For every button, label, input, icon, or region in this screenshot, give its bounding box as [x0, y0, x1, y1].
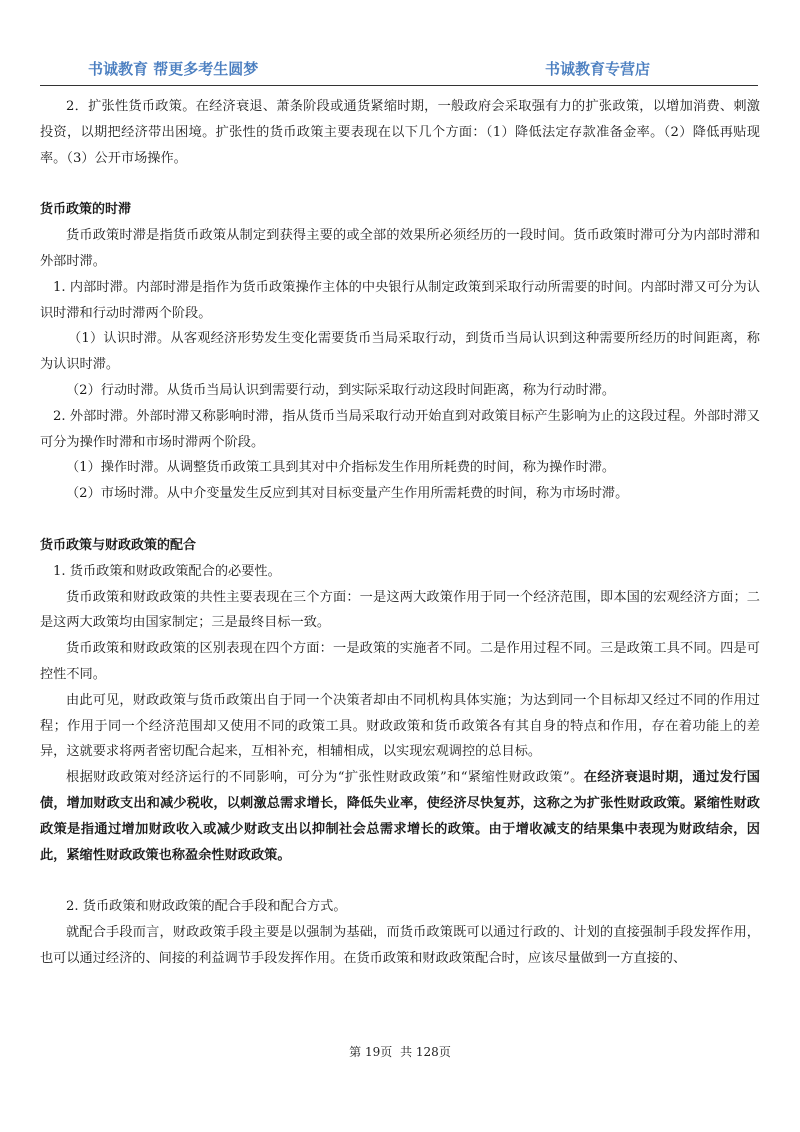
header-right-text: 书诚教育专营店: [544, 60, 650, 78]
paragraph: 1. 内部时滞。内部时滞是指作为货币政策操作主体的中央银行从制定政策到采取行动所需要的时间。内部时滞又可分为认识时滞和行动时滞两个阶段。: [40, 279, 760, 321]
header-divider: [40, 85, 758, 86]
page-header: [88, 56, 650, 84]
page-footer: [0, 1043, 800, 1060]
paragraph: （2）行动时滞。从货币当局认识到需要行动，到实际采取行动这段时间距离，称为行动时滞。: [66, 382, 616, 398]
document-body: [40, 94, 760, 972]
paragraph: 货币政策时滞是指货币政策从制定到获得主要的或全部的效果所必须经历的一段时间。货币政策时滞可分为内部时滞和外部时滞。: [40, 228, 760, 269]
spacer: [40, 868, 760, 894]
section-title-policy-coordination: 货币政策与财政政策的配合: [40, 537, 197, 553]
paragraph-expansionary-policy: 2．扩张性货币政策。在经济衰退、萧条阶段或通货紧缩时期，一般政府会采取强有力的扩张政策，以增加消费、刺激投资，以期把经济带出困境。扩张性的货币政策主要表现在以下几个方面：（1）降低法定存款准备金率。（2）降低再贴现率。（3）公开市场操作。: [40, 99, 760, 166]
spacer: [40, 507, 760, 533]
paragraph: 1. 货币政策和财政政策配合的必要性。: [53, 563, 281, 579]
total-pages: 共 128页: [400, 1045, 451, 1059]
paragraph: 就配合手段而言，财政政策手段主要是以强制为基础，而货币政策既可以通过行政的、计划的直接强制手段发挥作用，也可以通过经济的、间接的利益调节手段发挥作用。在货币政策和财政政策配合时，应该尽量做到一方直接的、: [40, 925, 760, 966]
paragraph: （1）操作时滞。从调整货币政策工具到其对中介指标发生作用所耗费的时间，称为操作时滞。: [66, 460, 616, 476]
bold-emphasis-text: 在经济衰退时期，通过发行国债，增加财政支出和减少税收，以刺激总需求增长，降低失业率，使经济尽快复苏，这称之为扩张性财政政策。紧缩性财政政策是指通过增加财政收入或减少财政支出以抑制社会总需求增长的政策。由于增收减支的结果集中表现为财政结余，因此，紧缩性财政政策也称盈余性财政政策。: [40, 770, 760, 863]
section-title-time-lag: 货币政策的时滞: [40, 202, 132, 218]
paragraph: 2. 外部时滞。外部时滞又称影响时滞，指从货币当局采取行动开始直到对政策目标产生影响为止的这段过程。外部时滞又可分为操作时滞和市场时滞两个阶段。: [40, 408, 760, 450]
paragraph-text: 根据财政政策对经济运行的不同影响，可分为“扩张性财政政策”和“紧缩性财政政策”。: [66, 770, 584, 786]
page-number: 第 19页: [349, 1045, 393, 1059]
paragraph: [40, 765, 760, 868]
paragraph: 货币政策和财政政策的区别表现在四个方面：一是政策的实施者不同。二是作用过程不同。三是政策工具不同。四是可控性不同。: [40, 641, 760, 682]
spacer: [40, 171, 760, 197]
paragraph: （2）市场时滞。从中介变量发生反应到其对目标变量产生作用所需耗费的时间，称为市场时滞。: [66, 486, 629, 502]
paragraph: （1）认识时滞。从客观经济形势发生变化需要货币当局采取行动，到货币当局认识到这种需要所经历的时间距离，称为认识时滞。: [40, 331, 760, 373]
paragraph: 由此可见，财政政策与货币政策出自于同一个决策者却由不同机构具体实施；为达到同一个目标却又经过不同的作用过程；作用于同一个经济范围却又使用不同的政策工具。财政政策和货币政策各有其自身的特点和作用，存在着功能上的差异，这就要求将两者密切配合起来，互相补充，相辅相成，以实现宏观调控的总目标。: [40, 692, 760, 760]
paragraph: 货币政策和财政政策的共性主要表现在三个方面：一是这两大政策作用于同一个经济范围，即本国的宏观经济方面；二是这两大政策均由国家制定；三是最终目标一致。: [40, 589, 760, 631]
paragraph: 2. 货币政策和财政政策的配合手段和配合方式。: [66, 899, 347, 915]
header-left-text: 书诚教育 帮更多考生圆梦: [88, 60, 259, 78]
